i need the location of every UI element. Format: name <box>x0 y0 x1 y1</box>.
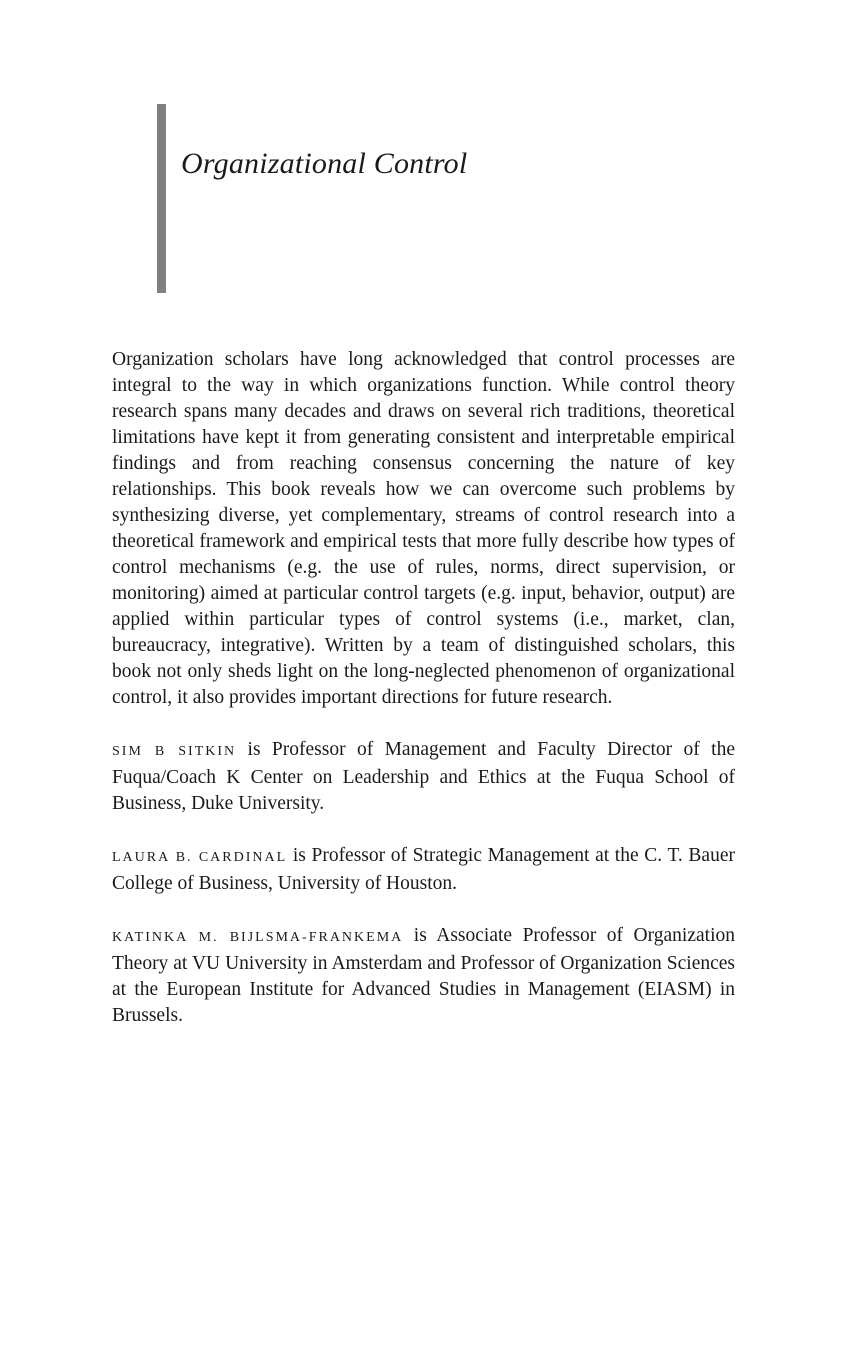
blurb-content <box>112 347 735 1055</box>
author-text-2: is Professor of Strategic Management at the C. T. Bauer College of Business, University of Houston. <box>112 845 735 894</box>
author-text-3: is Associate Professor of Organization Theory at VU University in Amsterdam and Professor of Organization Sciences at the European Institute for Advanced Studies in Management (EIASM) in Brussels. <box>112 925 735 1026</box>
title-accent-bar <box>157 104 166 293</box>
author-bio-3 <box>112 923 735 1029</box>
author-text-1: is Professor of Management and Faculty Director of the Fuqua/Coach K Center on Leadership and Ethics at the Fuqua School of Business, Duke University. <box>112 739 735 814</box>
author-bio-1 <box>112 737 735 817</box>
book-description: Organization scholars have long acknowledged that control processes are integral to the way in which organizations function. While control theory research spans many decades and draws on several rich traditions, theoretical limitations have kept it from generating consistent and interpretable empirical findings and from reaching consensus concerning the nature of key relationships. This book reveals how we can overcome such problems by synthesizing diverse, yet complementary, streams of control research into a theoretical framework and empirical tests that more fully describe how types of control mechanisms (e.g. the use of rules, norms, direct supervision, or monitoring) aimed at particular control targets (e.g. input, behavior, output) are applied within particular types of control systems (i.e., market, clan, bureaucracy, integrative). Written by a team of distinguished scholars, this book not only sheds light on the long-neglected phenomenon of organizational control, it also provides important directions for future research. <box>112 349 735 708</box>
author-name-1: SIM B SITKIN <box>112 744 237 759</box>
book-title: Organizational Control <box>181 147 468 180</box>
author-bio-2 <box>112 843 735 897</box>
author-name-3: KATINKA M. BIJLSMA-FRANKEMA <box>112 930 404 945</box>
author-name-2: LAURA B. CARDINAL <box>112 850 288 865</box>
